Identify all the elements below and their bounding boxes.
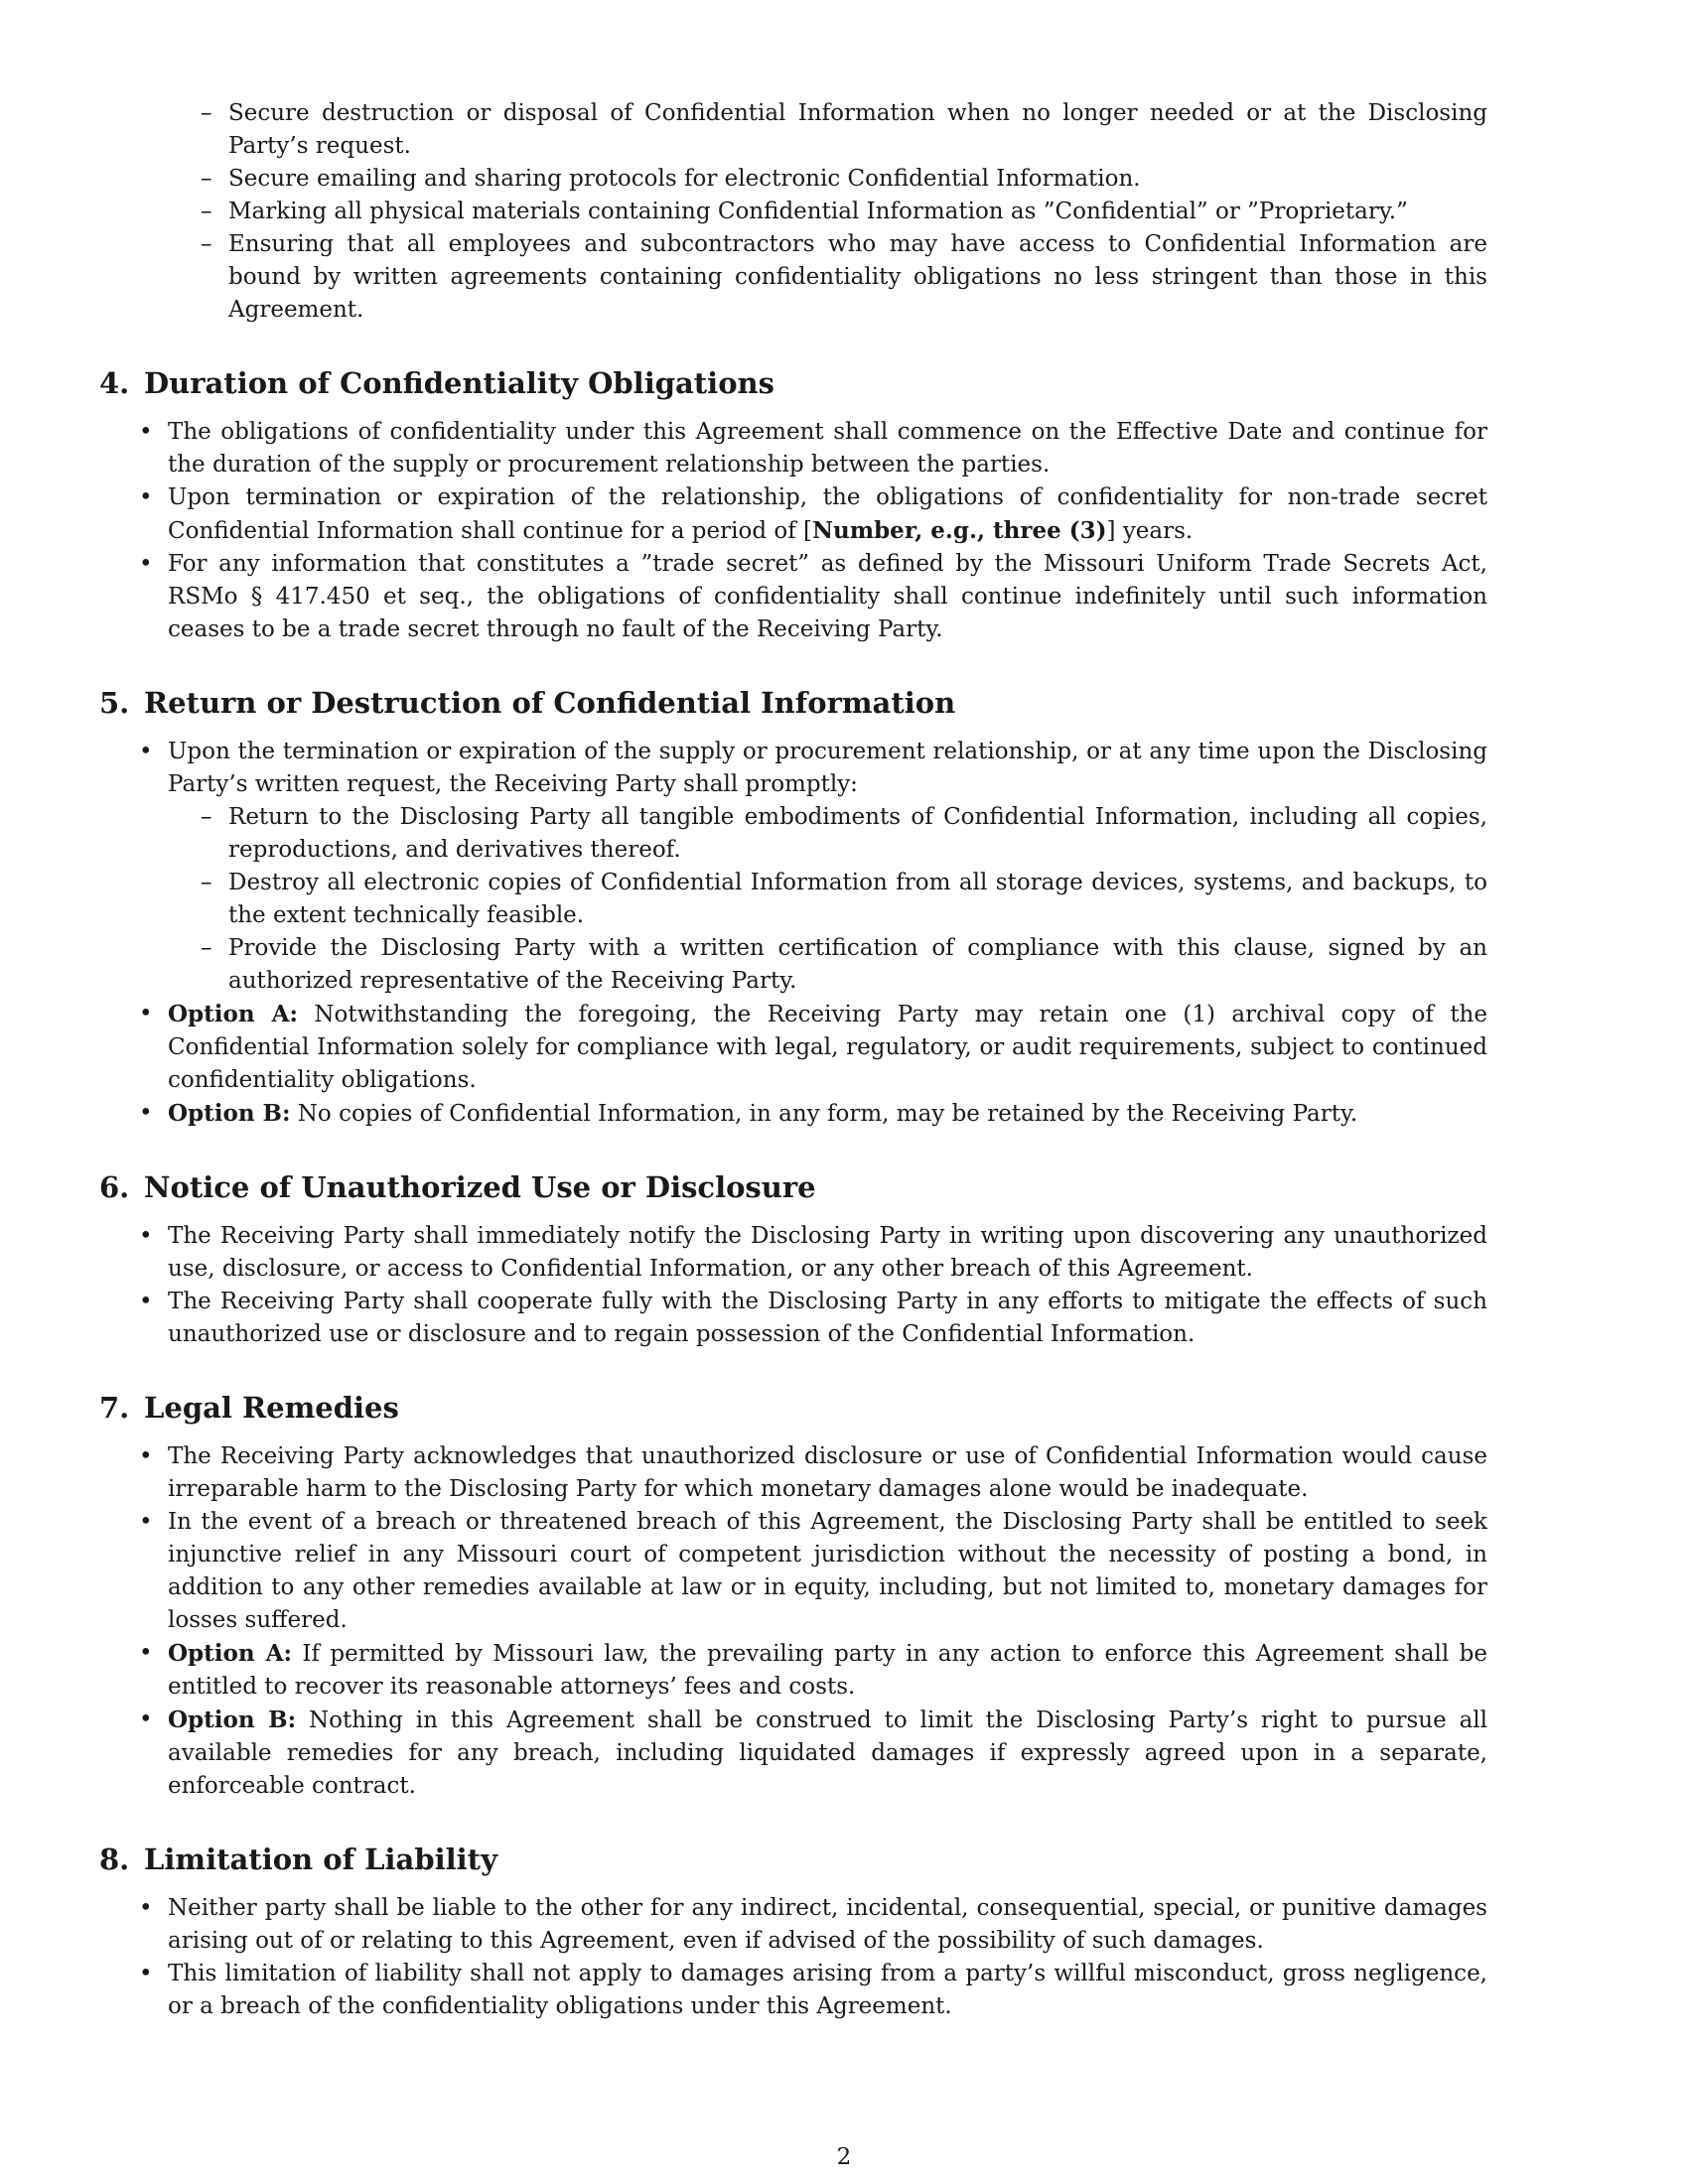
bullet-marker: • xyxy=(139,1100,153,1126)
section-number: 7. xyxy=(99,1391,130,1425)
page-content xyxy=(99,97,1589,2023)
section-title: Return or Destruction of Confidential Information xyxy=(144,686,956,720)
list-item: • This limitation of liability shall not apply to damages arising from a party’s willful misconduct, gross negligence, or a breach of the confidentiality obligations under this Agreement. xyxy=(99,1958,1589,2023)
security-measures-list xyxy=(99,97,1589,327)
bullet-marker: • xyxy=(139,1961,153,1986)
bullet-marker: • xyxy=(139,419,153,445)
dash-marker: – xyxy=(201,935,212,961)
bullet-marker: • xyxy=(139,551,153,577)
bullet-marker: • xyxy=(139,1001,153,1026)
placeholder-term: Number, e.g., three (3) xyxy=(812,517,1107,544)
list-item: • Upon termination or expiration of the relationship, the obligations of confidentiality for non-trade secret Confidential Information shall continue for a period of [Number, e.g., three (3)] years. xyxy=(99,481,1589,548)
section-number: 5. xyxy=(99,686,130,720)
list-item: • For any information that constitutes a ”trade secret” as defined by the Missouri Uniform Trade Secrets Act, RSMo § 417.450 et seq., the obligations of confidentiality shall continue indefinitely until such information ceases to be a trade secret through no fault of the Receiving Party. xyxy=(99,548,1589,646)
bullet-marker: • xyxy=(139,739,153,764)
section-8-list xyxy=(99,1892,1589,2023)
section-4-heading xyxy=(99,364,1589,402)
list-item: • Option A: If permitted by Missouri law, the prevailing party in any action to enforce this Agreement shall be entitled to recover its reasonable attorneys’ fees and costs. xyxy=(99,1637,1589,1704)
list-item: • Option A: Notwithstanding the foregoing, the Receiving Party may retain one (1) archival copy of the Confidential Information solely for compliance with legal, regulatory, or audit requirements, subject to continued confidentiality obligations. xyxy=(99,998,1589,1097)
bullet-marker: • xyxy=(139,1706,153,1732)
section-number: 8. xyxy=(99,1843,130,1876)
list-item: • Option B: No copies of Confidential Information, in any form, may be retained by the Receiving Party. xyxy=(99,1097,1589,1131)
section-number: 6. xyxy=(99,1170,130,1204)
bullet-marker: • xyxy=(139,1443,153,1469)
section-5-heading xyxy=(99,684,1589,722)
bullet-marker: • xyxy=(139,1895,153,1921)
dash-marker: – xyxy=(201,804,212,830)
list-item: – Secure destruction or disposal of Confidential Information when no longer needed or at the Disclosing Party’s request. xyxy=(99,97,1589,163)
section-title: Legal Remedies xyxy=(144,1391,399,1425)
list-item: • Neither party shall be liable to the other for any indirect, incidental, consequential, special, or punitive damages arising out of or relating to this Agreement, even if advised of the possibility of such damages. xyxy=(99,1892,1589,1958)
section-title: Limitation of Liability xyxy=(144,1843,497,1876)
list-item: • Upon the termination or expiration of the supply or procurement relationship, or at any time upon the Disclosing Party’s written request, the Receiving Party shall promptly: – Return to the Disclosing Party all tangible embodiments of Confidential Information, including all copies, reproductions, and derivatives thereof. – Destroy all electronic copies of Confidential Information from all storage devices, systems, and backups, to the extent technically feasible. – Provide the Disclosing Party with a written certification of compliance with this clause, signed by an authorized representative of the Receiving Party. xyxy=(99,736,1589,998)
dash-marker: – xyxy=(201,166,212,192)
section-title: Notice of Unauthorized Use or Disclosure xyxy=(144,1170,816,1204)
list-item: • The Receiving Party shall cooperate fully with the Disclosing Party in any efforts to mitigate the effects of such unauthorized use or disclosure and to regain possession of the Confidential Information. xyxy=(99,1286,1589,1351)
dash-marker: – xyxy=(201,100,212,126)
list-item: • The obligations of confidentiality under this Agreement shall commence on the Effective Date and continue for the duration of the supply or procurement relationship between the parties. xyxy=(99,416,1589,481)
section-title: Duration of Confidentiality Obligations xyxy=(144,366,774,400)
list-item: – Secure emailing and sharing protocols for electronic Confidential Information. xyxy=(99,163,1589,196)
section-8-heading xyxy=(99,1841,1589,1878)
bullet-marker: • xyxy=(139,1640,153,1666)
list-item: – Ensuring that all employees and subcontractors who may have access to Confidential Information are bound by written agreements containing confidentiality obligations no less stringent than those in this Agreement. xyxy=(99,228,1589,327)
section-6-list xyxy=(99,1220,1589,1351)
option-label: Option B: xyxy=(168,1706,297,1733)
list-item: • The Receiving Party acknowledges that unauthorized disclosure or use of Confidential Information would cause irreparable harm to the Disclosing Party for which monetary damages alone would be inadequate. xyxy=(99,1440,1589,1506)
option-label: Option A: xyxy=(168,1640,292,1667)
dash-marker: – xyxy=(201,231,212,257)
section-5-sublist xyxy=(168,801,1487,998)
section-7-list xyxy=(99,1440,1589,1803)
list-item: – Return to the Disclosing Party all tangible embodiments of Confidential Information, including all copies, reproductions, and derivatives thereof. xyxy=(168,801,1487,867)
option-label: Option A: xyxy=(168,1001,298,1027)
section-6-heading xyxy=(99,1168,1589,1206)
bullet-marker: • xyxy=(139,484,153,510)
section-number: 4. xyxy=(99,366,130,400)
list-item: • The Receiving Party shall immediately notify the Disclosing Party in writing upon discovering any unauthorized use, disclosure, or access to Confidential Information, or any other breach of this Agreement. xyxy=(99,1220,1589,1286)
option-label: Option B: xyxy=(168,1100,291,1127)
section-5-list xyxy=(99,736,1589,1131)
page-number: 2 xyxy=(836,2144,852,2170)
bullet-marker: • xyxy=(139,1223,153,1249)
list-item: – Destroy all electronic copies of Confidential Information from all storage devices, systems, and backups, to the extent technically feasible. xyxy=(168,867,1487,932)
list-item: • In the event of a breach or threatened breach of this Agreement, the Disclosing Party shall be entitled to seek injunctive relief in any Missouri court of competent jurisdiction without the necessity of posting a bond, in addition to any other remedies available at law or in equity, including, but not limited to, monetary damages for losses suffered. xyxy=(99,1506,1589,1637)
list-item: – Provide the Disclosing Party with a written certification of compliance with this clause, signed by an authorized representative of the Receiving Party. xyxy=(168,932,1487,998)
list-item: – Marking all physical materials containing Confidential Information as ”Confidential” or ”Proprietary.” xyxy=(99,196,1589,228)
section-7-heading xyxy=(99,1389,1589,1427)
bullet-marker: • xyxy=(139,1289,153,1314)
bullet-marker: • xyxy=(139,1509,153,1535)
list-item: • Option B: Nothing in this Agreement shall be construed to limit the Disclosing Party’s right to pursue all available remedies for any breach, including liquidated damages if expressly agreed upon in a separate, enforceable contract. xyxy=(99,1704,1589,1803)
section-4-list xyxy=(99,416,1589,646)
dash-marker: – xyxy=(201,870,212,895)
dash-marker: – xyxy=(201,199,212,224)
